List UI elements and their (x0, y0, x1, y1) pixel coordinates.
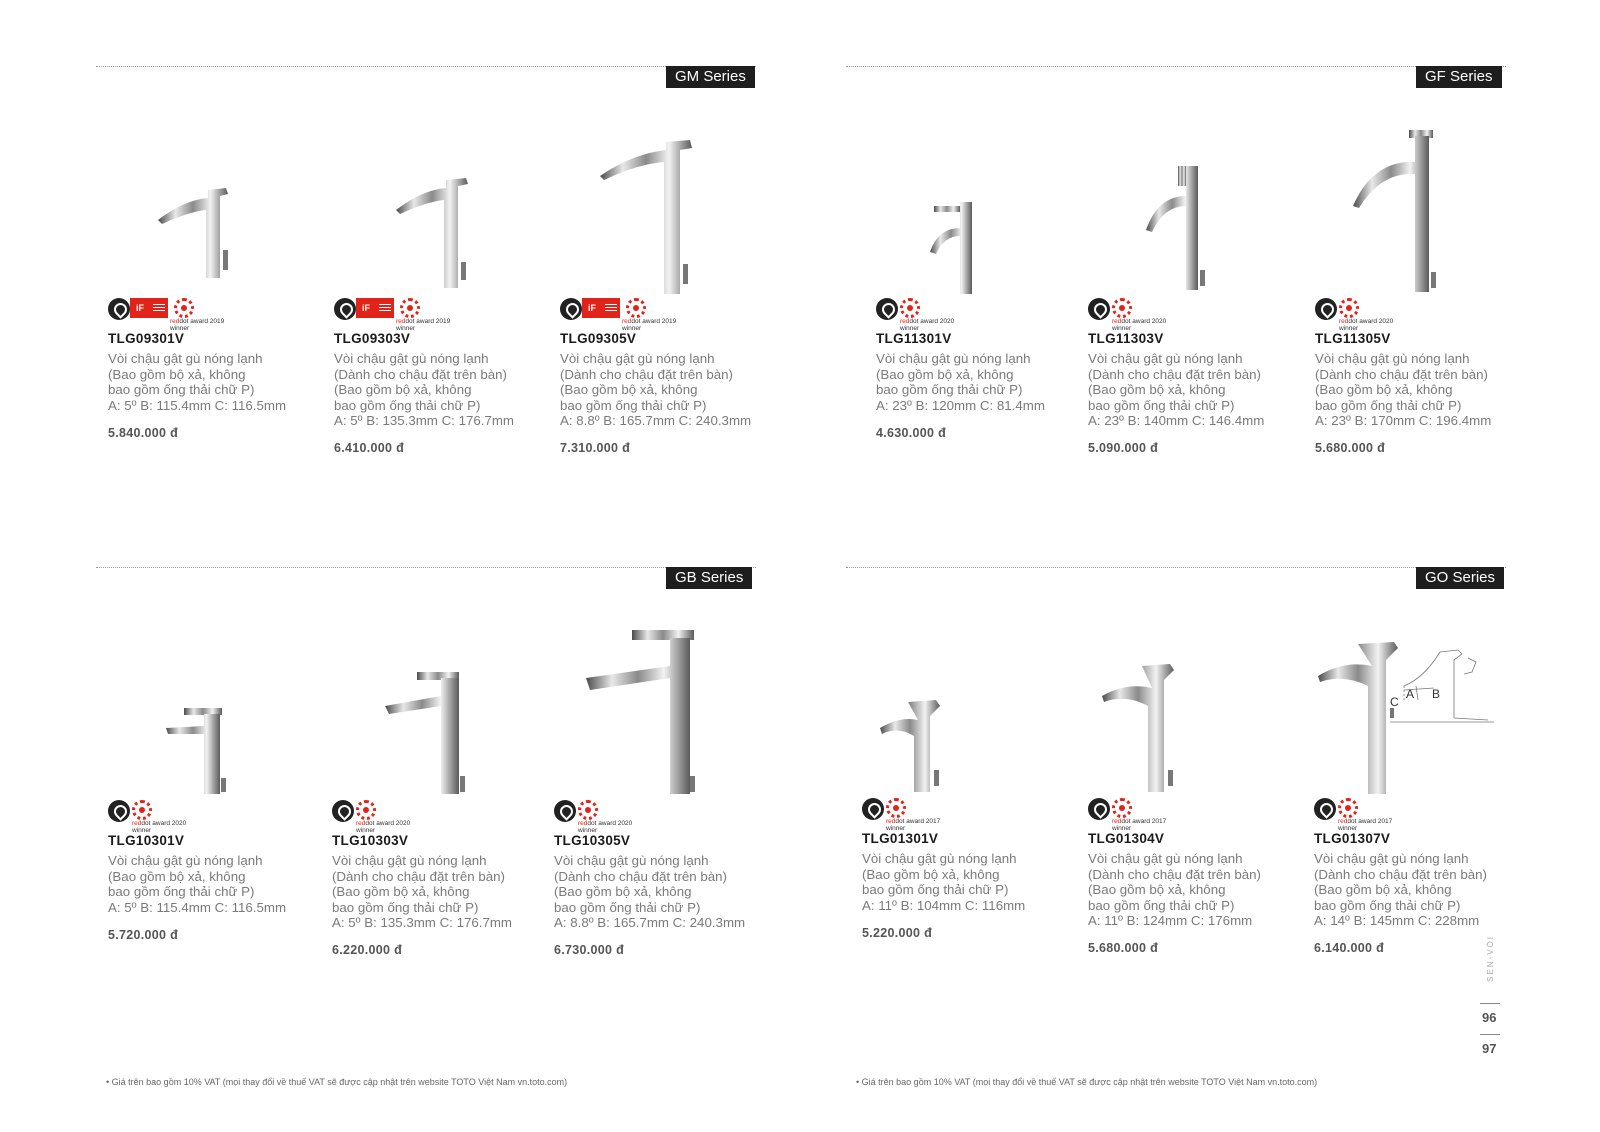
red-dot-award-icon (900, 298, 920, 318)
award-caption: reddot award 2020 winner (578, 820, 633, 834)
tag-icon (554, 800, 576, 822)
series-tag-go: GO Series (1416, 567, 1504, 589)
if-design-award-icon (376, 298, 394, 318)
dimension-label-c: C (1390, 695, 1399, 709)
award-badges (862, 798, 1012, 830)
tag-icon (1315, 298, 1337, 320)
series-rule-gm (96, 66, 756, 67)
series-rule-gf (846, 66, 1506, 67)
product-price: 6.220.000 đ (332, 943, 403, 957)
award-badges (108, 298, 258, 330)
tag-icon (862, 798, 884, 820)
dimension-label-a: A (1406, 687, 1415, 701)
product-code: TLG01304V (1088, 831, 1165, 846)
if-design-award-icon (602, 298, 620, 318)
product-card (1088, 662, 1308, 980)
product-description: Vòi chậu gật gù nóng lạnh (Dành cho chậu đặt trên bàn) (Bao gồm bộ xả, không bao gồm ống thải chữ P) A: 8.8º B: 165.7mm C: 240.3mm (560, 351, 752, 428)
product-code: TLG09301V (108, 331, 185, 346)
product-description: Vòi chậu gật gù nóng lạnh (Bao gồm bộ xả, không bao gồm ống thải chữ P) A: 5º B: 115.4mm C: 116.5mm (108, 351, 287, 413)
series-rule-go (846, 567, 1506, 568)
red-dot-award-icon (400, 298, 420, 318)
faucet-image (377, 670, 477, 796)
product-description: Vòi chậu gật gù nóng lạnh (Bao gồm bộ xả, không bao gồm ống thải chữ P) A: 5º B: 115.4mm C: 116.5mm (108, 853, 287, 915)
award-caption: reddot award 2019 winner (396, 318, 451, 332)
award-caption: reddot award 2020 winner (900, 318, 955, 332)
tag-icon (108, 800, 130, 822)
page-divider (1480, 1034, 1500, 1035)
product-code: TLG09305V (560, 331, 637, 346)
product-price: 5.840.000 đ (108, 426, 179, 440)
page-divider (1480, 1003, 1500, 1004)
faucet-image (384, 170, 484, 290)
product-description: Vòi chậu gật gù nóng lạnh (Dành cho chậu đặt trên bàn) (Bao gồm bộ xả, không bao gồm ống thải chữ P) A: 5º B: 135.3mm C: 176.7mm (332, 853, 513, 930)
product-price: 5.090.000 đ (1088, 441, 1159, 455)
product-card (332, 670, 552, 980)
product-card (560, 136, 780, 480)
red-dot-award-icon (1112, 298, 1132, 318)
dimension-label-b: B (1432, 687, 1441, 701)
product-description: Vòi chậu gật gù nóng lạnh (Dành cho chậu đặt trên bàn) (Bao gồm bộ xả, không bao gồm ống thải chữ P) A: 5º B: 135.3mm C: 176.7mm (334, 351, 515, 428)
product-description: Vòi chậu gật gù nóng lạnh (Dành cho chậu đặt trên bàn) (Bao gồm bộ xả, không bao gồm ống thải chữ P) A: 23º B: 170mm C: 196.4mm (1315, 351, 1492, 428)
award-caption: reddot award 2020 winner (1112, 318, 1167, 332)
award-caption: reddot award 2019 winner (170, 318, 225, 332)
if-award-icon: iF (356, 298, 376, 318)
page-number-left: 96 (1482, 1010, 1497, 1025)
red-dot-award-icon (578, 800, 598, 820)
product-card (108, 180, 328, 480)
if-award-icon: iF (582, 298, 602, 318)
series-rule-gb (96, 567, 756, 568)
award-badges (1314, 798, 1464, 830)
product-card (554, 628, 774, 980)
tag-icon (876, 298, 898, 320)
footnote-right: • Giá trên bao gồm 10% VAT (mọi thay đổi về thuế VAT sẽ được cập nhật trên website TOTO Việt Nam vn.toto.com) (856, 1077, 1318, 1087)
red-dot-award-icon (356, 800, 376, 820)
award-badges (108, 800, 258, 832)
award-badges (876, 298, 1026, 330)
section-side-label: SEN-VÒI (1486, 935, 1495, 982)
page-number-right: 97 (1482, 1041, 1497, 1056)
red-dot-award-icon (1112, 798, 1132, 818)
series-tag-gb: GB Series (666, 567, 752, 589)
if-design-award-icon (150, 298, 168, 318)
product-code: TLG11301V (876, 331, 952, 346)
faucet-image (582, 628, 702, 796)
product-card (876, 196, 1096, 480)
faucet-image (878, 698, 968, 794)
footnote-left: • Giá trên bao gồm 10% VAT (mọi thay đổi về thuế VAT sẽ được cập nhật trên website TOTO Việt Nam vn.toto.com) (106, 1077, 568, 1087)
dimension-diagram (1384, 648, 1496, 736)
award-badges (334, 298, 484, 330)
award-badges (1088, 298, 1238, 330)
product-code: TLG11303V (1088, 331, 1164, 346)
award-caption: reddot award 2020 winner (356, 820, 411, 834)
faucet-image (596, 136, 706, 296)
red-dot-award-icon (886, 798, 906, 818)
award-caption: reddot award 2017 winner (1112, 818, 1167, 832)
red-dot-award-icon (1338, 798, 1358, 818)
product-code: TLG09303V (334, 331, 411, 346)
series-tag-gf: GF Series (1416, 66, 1502, 88)
product-code: TLG10301V (108, 833, 185, 848)
product-description: Vòi chậu gật gù nóng lạnh (Dành cho chậu đặt trên bàn) (Bao gồm bộ xả, không bao gồm ống thải chữ P) A: 11º B: 124mm C: 176mm (1088, 851, 1261, 928)
award-caption: reddot award 2019 winner (622, 318, 677, 332)
product-price: 5.720.000 đ (108, 928, 179, 942)
tag-icon (108, 298, 130, 320)
tag-icon (1088, 298, 1110, 320)
faucet-image (1098, 662, 1188, 794)
tag-icon (1088, 798, 1110, 820)
award-badges (560, 298, 710, 330)
award-caption: reddot award 2017 winner (1338, 818, 1393, 832)
series-tag-gm: GM Series (666, 66, 755, 88)
product-price: 5.680.000 đ (1088, 941, 1159, 955)
red-dot-award-icon (174, 298, 194, 318)
faucet-image (158, 706, 238, 796)
product-price: 6.140.000 đ (1314, 941, 1385, 955)
product-description: Vòi chậu gật gù nóng lạnh (Bao gồm bộ xả, không bao gồm ống thải chữ P) A: 11º B: 104mm C: 116mm (862, 851, 1026, 913)
faucet-image (1138, 162, 1228, 292)
faucet-image (148, 180, 238, 280)
product-code: TLG10305V (554, 833, 631, 848)
product-code: TLG10303V (332, 833, 409, 848)
product-description: Vòi chậu gật gù nóng lạnh (Dành cho chậu đặt trên bàn) (Bao gồm bộ xả, không bao gồm ống thải chữ P) A: 23º B: 140mm C: 146.4mm (1088, 351, 1265, 428)
faucet-image (1345, 126, 1455, 294)
red-dot-award-icon (132, 800, 152, 820)
product-description: Vòi chậu gật gù nóng lạnh (Dành cho chậu đặt trên bàn) (Bao gồm bộ xả, không bao gồm ống thải chữ P) A: 8.8º B: 165.7mm C: 240.3mm (554, 853, 746, 930)
product-description: Vòi chậu gật gù nóng lạnh (Bao gồm bộ xả, không bao gồm ống thải chữ P) A: 23º B: 120mm C: 81.4mm (876, 351, 1045, 413)
award-caption: reddot award 2017 winner (886, 818, 941, 832)
product-card (334, 170, 554, 480)
product-card (862, 698, 1082, 980)
tag-icon (560, 298, 582, 320)
product-card (108, 706, 328, 980)
product-card (1315, 126, 1535, 480)
product-price: 5.220.000 đ (862, 926, 933, 940)
product-price: 7.310.000 đ (560, 441, 631, 455)
product-code: TLG11305V (1315, 331, 1391, 346)
product-description: Vòi chậu gật gù nóng lạnh (Dành cho chậu đặt trên bàn) (Bao gồm bộ xả, không bao gồm ống thải chữ P) A: 14º B: 145mm C: 228mm (1314, 851, 1487, 928)
product-price: 5.680.000 đ (1315, 441, 1386, 455)
red-dot-award-icon (1339, 298, 1359, 318)
product-code: TLG01307V (1314, 831, 1391, 846)
product-code: TLG01301V (862, 831, 939, 846)
product-price: 4.630.000 đ (876, 426, 947, 440)
tag-icon (1314, 798, 1336, 820)
product-card (1088, 162, 1308, 480)
red-dot-award-icon (626, 298, 646, 318)
if-award-icon: iF (130, 298, 150, 318)
award-badges (554, 800, 704, 832)
award-caption: reddot award 2020 winner (1339, 318, 1394, 332)
product-price: 6.410.000 đ (334, 441, 405, 455)
product-price: 6.730.000 đ (554, 943, 625, 957)
award-badges (1088, 798, 1238, 830)
faucet-image (926, 196, 1006, 296)
tag-icon (332, 800, 354, 822)
award-badges (332, 800, 482, 832)
award-badges (1315, 298, 1465, 330)
tag-icon (334, 298, 356, 320)
award-caption: reddot award 2020 winner (132, 820, 187, 834)
